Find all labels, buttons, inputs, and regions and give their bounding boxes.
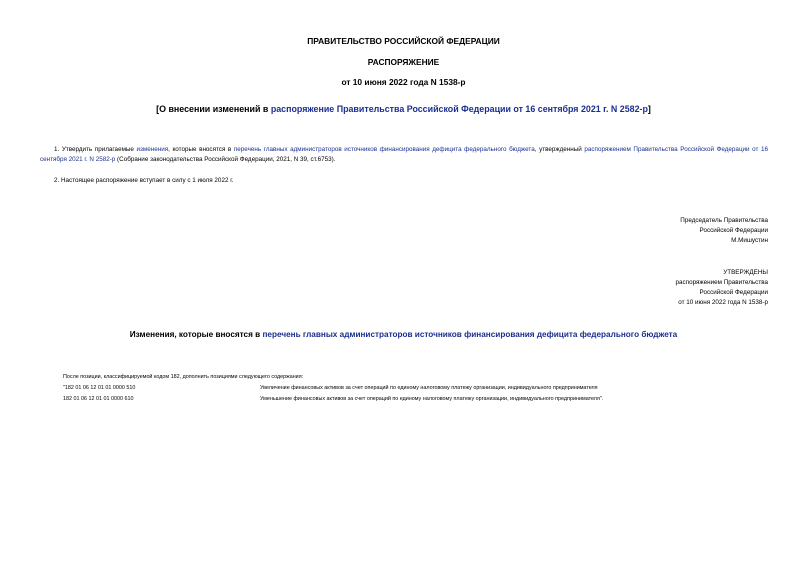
order-link[interactable]: распоряжением Правительства Российской Федерации от 16 сентября 2021 г. N 2582-р bbox=[40, 146, 769, 163]
changes-title-link[interactable]: перечень главных администраторов источников финансирования дефицита федерального бюджета bbox=[262, 330, 678, 339]
row-description: Уменьшение финансовых активов за счет операций по единому налоговому платежу организации, индивидуального предпринимателя". bbox=[260, 396, 604, 402]
approval-block bbox=[676, 268, 768, 308]
changes-link[interactable]: изменения bbox=[136, 146, 169, 153]
title-prefix: [О внесении изменений в bbox=[156, 104, 271, 114]
approval-line-2: распоряжением Правительства bbox=[675, 279, 768, 286]
row-description: Увеличение финансовых активов за счет операций по единому налоговому платежу организации, индивидуального предпринимателя bbox=[260, 385, 598, 391]
approval-line-3: Российской Федерации bbox=[699, 289, 768, 296]
document-type: РАСПОРЯЖЕНИЕ bbox=[367, 57, 440, 67]
government-heading: ПРАВИТЕЛЬСТВО РОССИЙСКОЙ ФЕДЕРАЦИИ bbox=[307, 36, 500, 46]
approval-line-4: от 10 июня 2022 года N 1538-р bbox=[678, 299, 768, 306]
para1-text-1: 1. Утвердить прилагаемые bbox=[54, 146, 137, 153]
intro-text: После позиции, классифицируемой кодом 182, дополнить позициями следующего содержания: bbox=[63, 374, 304, 380]
signature-line-1: Председатель Правительства bbox=[680, 217, 768, 224]
paragraph-2: 2. Настоящее распоряжение вступает в силу с 1 июля 2022 г. bbox=[54, 177, 234, 184]
document-date: от 10 июня 2022 года N 1538-р bbox=[341, 77, 466, 87]
para1-text-2: , которые вносятся в bbox=[168, 146, 234, 153]
document-title bbox=[0, 104, 807, 114]
changes-title bbox=[0, 330, 807, 339]
para1-text-3: , утвержденный bbox=[534, 146, 585, 153]
row-code: 182 01 06 12 01 01 0000 610 bbox=[63, 396, 134, 402]
row-code: "182 01 06 12 01 01 0000 510 bbox=[63, 385, 136, 391]
title-link[interactable]: распоряжение Правительства Российской Федерации от 16 сентября 2021 г. N 2582-р bbox=[270, 104, 648, 114]
title-suffix: ] bbox=[647, 104, 651, 114]
para1-text-4: (Собрание законодательства Российской Федерации, 2021, N 39, ст.6753). bbox=[115, 156, 336, 163]
signature-line-2: Российской Федерации bbox=[699, 227, 768, 234]
paragraph-1 bbox=[40, 145, 768, 165]
list-link[interactable]: перечень главных администраторов источников финансирования дефицита федерального бюджета bbox=[233, 146, 535, 153]
signature-block bbox=[680, 216, 768, 246]
approval-line-1: УТВЕРЖДЕНЫ bbox=[723, 269, 768, 276]
changes-title-prefix: Изменения, которые вносятся в bbox=[129, 330, 263, 339]
signature-line-3: М.Мишустин bbox=[731, 237, 768, 244]
